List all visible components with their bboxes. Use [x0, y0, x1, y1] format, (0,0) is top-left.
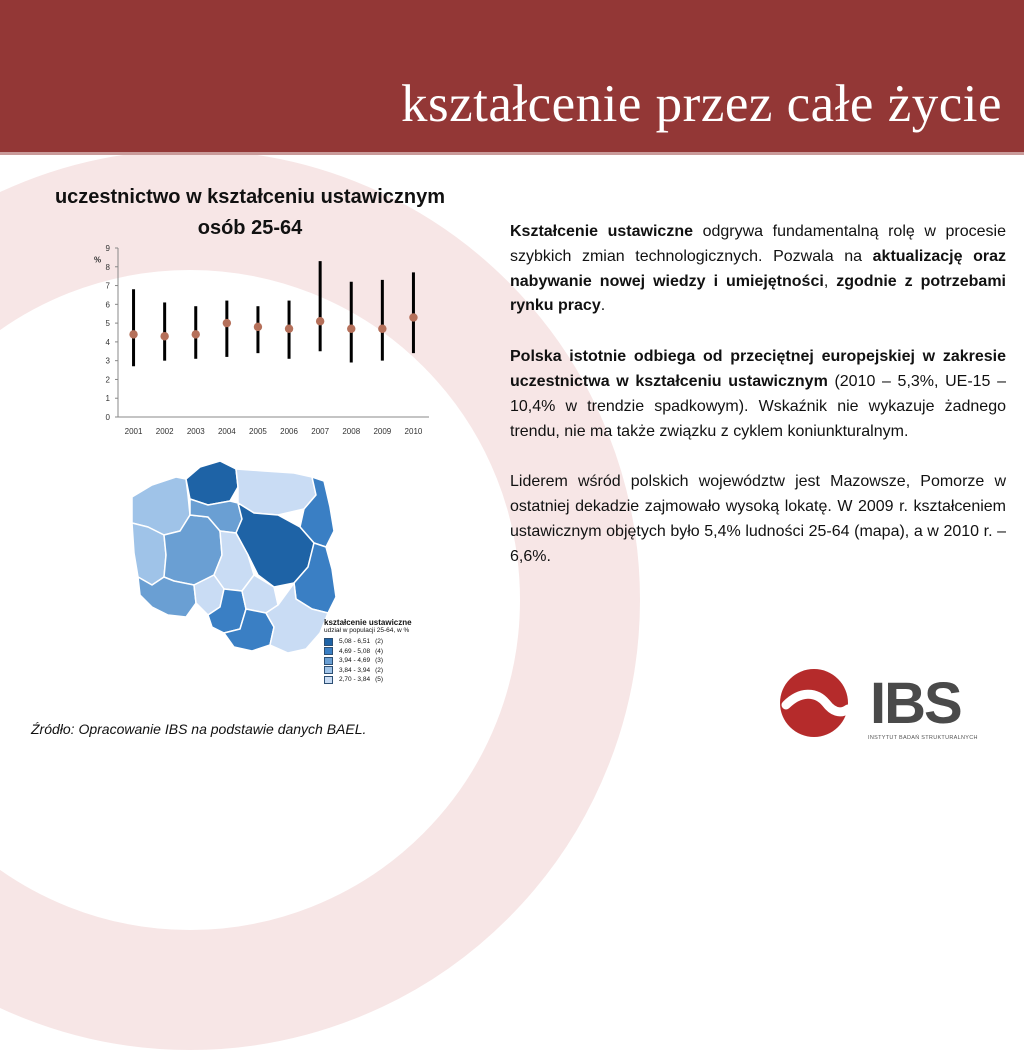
- legend-count: (4): [375, 647, 384, 655]
- y-tick-label: 3: [105, 356, 110, 366]
- y-tick-label: 5: [105, 319, 110, 329]
- legend-item: [324, 656, 412, 666]
- legend-item: [324, 666, 412, 676]
- data-point: [347, 325, 355, 333]
- chart-title-line1: uczestnictwo w kształceniu ustawicznym: [54, 186, 446, 208]
- chart-title: [0, 182, 500, 244]
- legend-label: 5,08 - 6,51: [339, 638, 371, 646]
- p2-bold: Polska istotnie odbiega od przeciętnej europejskiej w zakresie uczestnictwa w kształceniu ustawicznym: [510, 348, 1006, 390]
- page-title: kształcenie przez całe życie: [401, 75, 1002, 133]
- logo-name: IBS: [870, 671, 961, 736]
- y-tick-label: 0: [105, 413, 110, 422]
- legend-swatch: [324, 657, 333, 665]
- p1-text2: ,: [823, 272, 837, 290]
- chart-title-line2: osób 25-64: [197, 217, 303, 239]
- data-point: [409, 313, 417, 321]
- legend-label: 3,94 - 4,69: [339, 657, 371, 665]
- legend-count: (2): [375, 666, 384, 674]
- x-tick-label: 2007: [311, 427, 330, 436]
- data-point: [254, 323, 262, 331]
- x-tick-label: 2006: [280, 427, 298, 436]
- legend-item: [324, 647, 412, 657]
- y-tick-label: 7: [105, 281, 110, 291]
- legend-swatch: [324, 638, 333, 646]
- source-note: Źródło: Opracowanie IBS na podstawie danych BAEL.: [31, 721, 367, 737]
- legend-label: 4,69 - 5,08: [339, 647, 371, 655]
- p1-bold1: Kształcenie ustawiczne: [510, 223, 693, 240]
- legend-item: [324, 675, 412, 685]
- y-tick-label: 8: [105, 262, 110, 272]
- legend-subtitle: udział w populacji 25-64, w %: [324, 627, 410, 634]
- legend-count: (5): [375, 676, 384, 684]
- data-point: [129, 330, 137, 338]
- y-tick-label: 9: [105, 244, 110, 253]
- data-point: [285, 325, 293, 333]
- x-tick-label: 2003: [186, 427, 205, 436]
- legend-title: kształcenie ustawiczne: [324, 618, 412, 627]
- data-point: [316, 317, 324, 325]
- legend-label: 3,84 - 3,94: [339, 666, 371, 674]
- data-point: [192, 330, 200, 338]
- data-point: [223, 319, 231, 327]
- paragraph-3: Liderem wśród polskich województw jest Mazowsze, Pomorze w ostatniej dekadzie zajmowało wysoką lokatę. W 2009 r. kształceniem ustawicznym objętych było 5,4% ludności 25-64 (mapa), a w 2010 r. – 6,6%.: [510, 473, 1006, 565]
- p1-bold3: zgodnie z potrzebami rynku pracy: [510, 272, 1007, 315]
- data-point: [160, 332, 168, 340]
- legend-count: (2): [375, 638, 384, 646]
- y-tick-label: 4: [105, 337, 110, 347]
- legend-count: (3): [375, 657, 384, 665]
- legend-swatch: [324, 676, 333, 684]
- data-point: [378, 325, 386, 333]
- y-axis-label: %: [94, 255, 102, 265]
- x-tick-label: 2004: [217, 427, 236, 436]
- paragraph-1: [510, 220, 1006, 319]
- paragraph-2: [510, 345, 1006, 444]
- legend-swatch: [324, 666, 333, 674]
- map-region-dolnoslaskie: [138, 577, 196, 617]
- header-divider: [0, 152, 1024, 155]
- x-tick-label: 2010: [404, 427, 423, 436]
- map-region-pomorskie: [186, 461, 238, 505]
- p2-text: (2010 – 5,3%, UE-15 – 10,4% w trendzie spadkowym). Wskaźnik nie wykazuje żadnego trendu, nie ma także związku z cyklem koniunkturalnym.: [510, 372, 1006, 440]
- p1-text3: .: [600, 297, 606, 315]
- p1-text1: odgrywa fundamentalną rolę w procesie szybkich zmian technologicznych. Pozwala na: [510, 223, 1007, 265]
- logo-subtitle: INSTYTUT BADAŃ STRUKTURALNYCH: [868, 735, 978, 741]
- legend-label: 2,70 - 3,84: [339, 676, 371, 684]
- legend-swatch: [324, 647, 333, 655]
- x-tick-label: 2005: [249, 427, 267, 436]
- p1-bold2: aktualizację oraz nabywanie nowej wiedzy i umiejętności: [510, 247, 1007, 290]
- x-tick-label: 2002: [155, 427, 174, 436]
- y-tick-label: 6: [105, 300, 110, 310]
- body-text: [510, 220, 1006, 596]
- x-tick-label: 2009: [373, 427, 392, 436]
- errorbar-chart: [86, 238, 436, 438]
- x-tick-label: 2008: [342, 427, 361, 436]
- legend-item: [324, 637, 412, 647]
- map-legend: [324, 618, 412, 685]
- y-tick-label: 2: [105, 375, 110, 385]
- y-tick-label: 1: [105, 394, 110, 404]
- x-tick-label: 2001: [124, 427, 143, 436]
